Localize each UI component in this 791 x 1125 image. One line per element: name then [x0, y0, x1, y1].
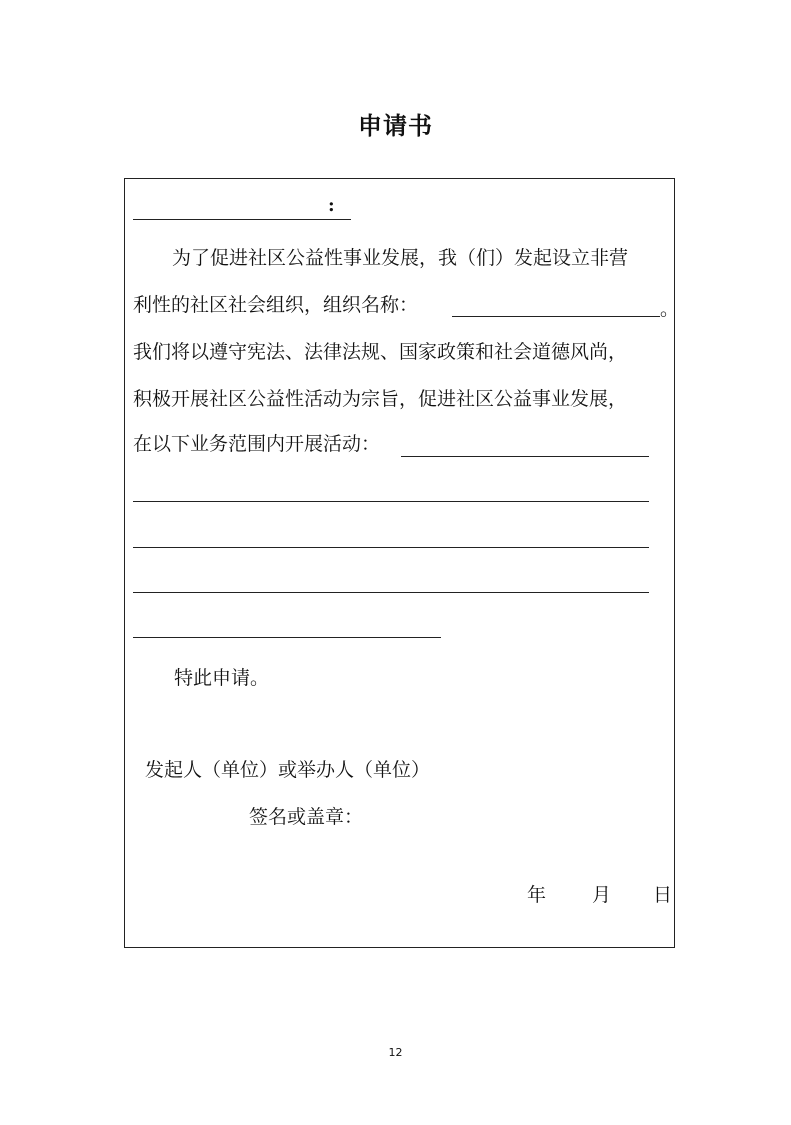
closing-text: 特此申请。 [174, 667, 270, 689]
paragraph-line-4: 积极开展社区公益性活动为宗旨，促进社区公益事业发展， [133, 388, 628, 410]
business-scope-blank-line-2 [133, 501, 649, 502]
organization-name-blank-line [452, 316, 660, 317]
paragraph-line-2-end: 。 [660, 298, 680, 320]
addressee-colon: : [328, 195, 335, 216]
paragraph-line-3: 我们将以遵守宪法、法律法规、国家政策和社会道德风尚， [133, 341, 628, 363]
paragraph-line-1: 为了促进社区公益性事业发展，我（们）发起设立非营 [172, 247, 629, 269]
date-year-label: 年 [527, 884, 547, 906]
page-number: 12 [388, 1046, 403, 1059]
business-scope-blank-line-5 [133, 637, 441, 638]
paragraph-line-5: 在以下业务范围内开展活动： [133, 433, 381, 455]
business-scope-blank-line-1 [401, 456, 649, 457]
addressee-blank-line [133, 219, 351, 220]
signer-label: 发起人（单位）或举办人（单位） [145, 759, 431, 781]
business-scope-blank-line-4 [133, 592, 649, 593]
date-day-label: 日 [653, 884, 673, 906]
business-scope-blank-line-3 [133, 547, 649, 548]
paragraph-line-2: 利性的社区社会组织，组织名称： [133, 294, 419, 316]
signature-label: 签名或盖章： [249, 806, 364, 828]
application-form-frame [124, 178, 680, 948]
date-month-label: 月 [592, 884, 612, 906]
document-title: 申请书 [358, 112, 433, 140]
